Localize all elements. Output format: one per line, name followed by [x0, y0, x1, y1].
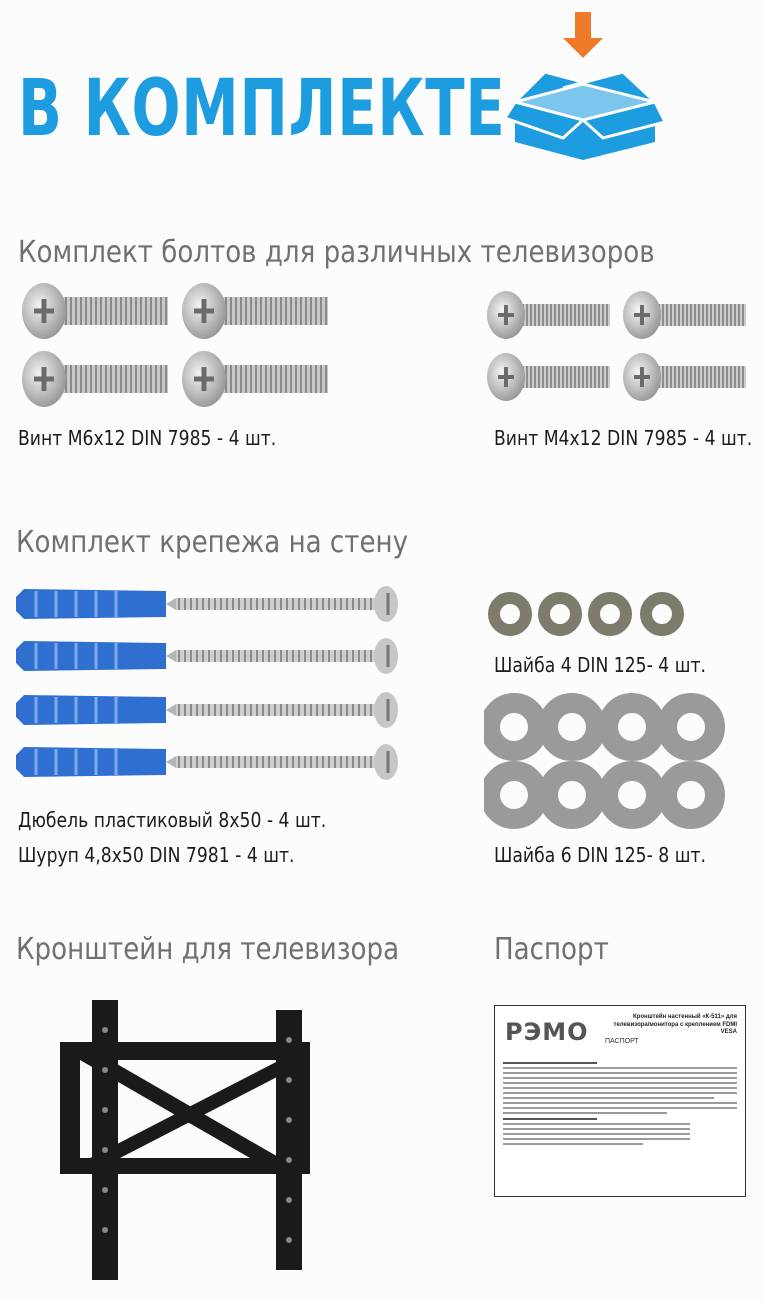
passport-text-lines — [503, 1058, 737, 1148]
washer-4-label: Шайба 4 DIN 125- 4 шт. — [494, 653, 706, 677]
page-title: В КОМПЛЕКТЕ — [18, 64, 506, 154]
m4-screw-icon — [486, 290, 751, 410]
wall-screws-label: Шуруп 4,8х50 DIN 7981 - 4 шт. — [18, 843, 295, 867]
bracket-heading: Кронштейн для телевизора — [16, 932, 400, 967]
m6-screw-label: Винт М6х12 DIN 7985 - 4 шт. — [18, 426, 277, 450]
anchors-label: Дюбель пластиковый 8х50 - 4 шт. — [18, 808, 327, 832]
open-box-icon — [505, 12, 665, 162]
wall-heading: Комплект крепежа на стену — [16, 525, 409, 560]
washer-4-icon — [486, 590, 696, 638]
passport-doc-title: Кронштейн настенный «К-511» для телевизора/монитора с креплением FDMI VESA — [613, 1014, 737, 1035]
washer-6-icon — [484, 693, 729, 833]
washer-6-label: Шайба 6 DIN 125- 8 шт. — [494, 843, 706, 867]
m6-screw-icon — [20, 283, 330, 413]
anchors-and-screws-icon — [16, 585, 401, 780]
down-arrow-icon — [563, 12, 603, 58]
passport-doc-subtitle: ПАСПОРТ — [605, 1038, 639, 1045]
passport-logo: РЭМО — [505, 1018, 589, 1046]
bolts-heading: Комплект болтов для различных телевизоров — [18, 235, 655, 270]
wall-anchor-row — [16, 586, 398, 622]
passport-document — [494, 1005, 746, 1197]
passport-heading: Паспорт — [494, 932, 609, 967]
tv-bracket-icon — [50, 990, 330, 1290]
m4-screw-label: Винт М4х12 DIN 7985 - 4 шт. — [494, 426, 753, 450]
